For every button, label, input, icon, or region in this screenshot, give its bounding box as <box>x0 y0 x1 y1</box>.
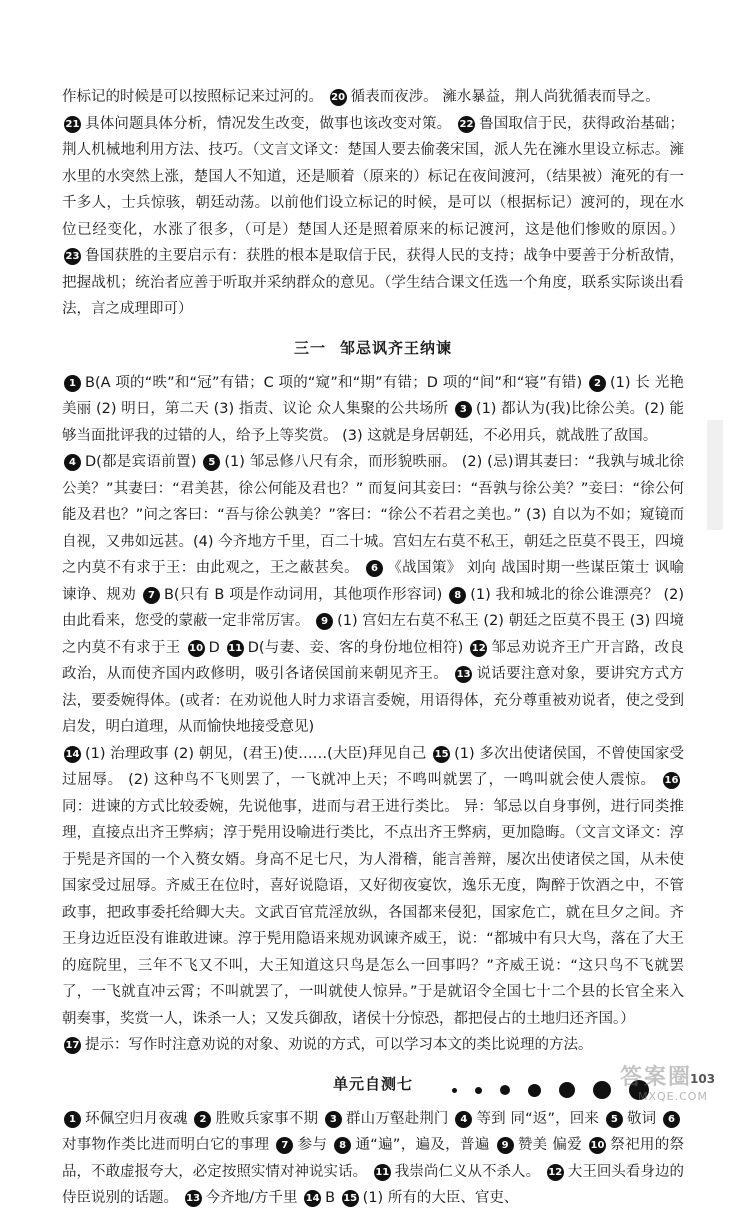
question-number-badge: 15 <box>342 1190 359 1207</box>
answer-text: 循表而夜涉。 澭水暴益，荆人尚犹循表而导之。 <box>350 89 660 105</box>
answer-text: 通“遍”，遍及，普遍 <box>355 1137 495 1153</box>
question-number-badge: 2 <box>194 1111 211 1128</box>
footer-dot <box>500 1085 510 1095</box>
question-number-badge: 8 <box>449 587 466 604</box>
footer-dot <box>475 1087 482 1094</box>
question-number-badge: 20 <box>330 89 347 106</box>
answer-text: 具体问题具体分析，情况发生改变，做事也该改变对策。 <box>85 115 456 132</box>
answer-paragraph <box>62 449 684 741</box>
question-number-badge: 23 <box>64 248 81 265</box>
answer-text: B(只有 B 项是作动词用，其他项作形容词) <box>163 586 448 603</box>
question-number-badge: 1 <box>64 375 81 392</box>
answer-text: 等到 同“返”，回来 <box>476 1110 604 1127</box>
answer-paragraph <box>62 741 684 1033</box>
question-number-badge: 13 <box>185 1190 202 1207</box>
answer-text: D(都是宾语前置) <box>85 454 202 470</box>
section-heading <box>62 337 684 358</box>
question-number-badge: 9 <box>316 613 333 630</box>
watermark <box>620 1060 750 1109</box>
answer-text: 参与 <box>297 1137 333 1153</box>
answer-text: 群山万壑赴荆门 <box>345 1110 454 1127</box>
question-number-badge: 12 <box>470 640 487 657</box>
question-number-badge: 22 <box>458 116 475 133</box>
answer-text: 我崇尚仁义从不杀人。 <box>394 1163 545 1180</box>
answer-paragraph <box>62 84 684 111</box>
answer-text: 今齐地/方千里 <box>205 1190 303 1206</box>
page-number: 103 <box>690 1072 716 1086</box>
page-content <box>62 84 684 1212</box>
question-number-badge: 7 <box>143 587 160 604</box>
answer-text: B(A 项的“昳”和“冠”有错；C 项的“窥”和“期”有错；D 项的“间”和“寝”有错) <box>85 374 587 391</box>
section-title: 邹忌讽齐王纳谏 <box>340 338 453 357</box>
question-number-badge: 1 <box>64 1111 81 1128</box>
answer-text: 祭祀用的祭品，不敢虚报夸大，必定按照实情对神说实话。 <box>62 1137 685 1180</box>
answer-text: B <box>325 1190 340 1206</box>
answer-text: 对事物作类比进而明白它的事理 <box>62 1137 275 1153</box>
watermark-logo-text: 答案圈 <box>620 1065 693 1090</box>
answer-text: 胜败兵家事不期 <box>215 1110 323 1127</box>
question-number-badge: 21 <box>64 116 81 133</box>
question-number-badge: 14 <box>304 1190 321 1207</box>
question-number-badge: 3 <box>455 401 472 418</box>
answer-text: 环佩空归月夜魂 <box>85 1110 193 1127</box>
answer-paragraph <box>62 370 684 450</box>
question-number-badge: 10 <box>589 1137 606 1154</box>
question-number-badge: 16 <box>663 772 680 789</box>
section-title: 单元自测七 <box>332 1074 413 1093</box>
question-number-badge: 12 <box>547 1164 564 1181</box>
question-number-badge: 2 <box>589 375 606 392</box>
question-number-badge: 10 <box>188 640 205 657</box>
side-decoration <box>705 420 725 530</box>
answer-text: 鲁国获胜的主要启示有：获胜的根本是取信于民，获得人民的支持；战争中要善于分析敌情，把握战机；统治者应善于听取并采纳群众的意见。（学生结合课文任选一个角度，联系实际谈出看法，言之成理即可） <box>62 248 684 317</box>
answer-text: (1) 邹忌修八尺有余，而形貌昳丽。 (2) (忌)谓其妻曰：“我孰与城北徐公美？”其妻曰：“君美甚，徐公何能及君也？” 而复问其妾曰：“吾孰与徐公美？”妾曰：“徐公何能及君也？”问之客曰：“吾与徐公孰美？”客曰：“徐公不若君之美也。” (3) 自以为不如；窥镜而自视，又弗如远甚。(4) 今齐地方千里，百二十城。宫妇左右莫不私王，朝廷之臣莫不畏王，四境之内莫不有求于王：由此观之，王之蔽甚矣。 <box>62 454 685 576</box>
section-number: 三一 <box>293 338 326 357</box>
answer-text: 赞美 偏爱 <box>517 1137 587 1153</box>
answer-text: (1) 治理政事 (2) 朝见，(君王)使……(大臣)拜见自己 <box>85 745 432 762</box>
question-number-badge: 4 <box>64 454 81 471</box>
answer-text: (1) 宫妇左右莫不私王 (2) 朝廷之臣莫不畏王 (3) 四境之内莫不有求于王 <box>62 613 684 656</box>
answer-text: (1) 长 光艳美丽 (2) 明日，第二天 (3) 指责、议论 众人集聚的公共场所 <box>62 374 684 417</box>
question-number-badge: 15 <box>433 746 450 763</box>
question-number-badge: 11 <box>227 640 244 657</box>
answer-text: (1) 所有的大臣、官吏、 <box>362 1190 519 1206</box>
answer-text: 提示：写作时注意劝说的对象、劝说的方式，可以学习本文的类比说理的方法。 <box>85 1037 593 1053</box>
answer-text: (1) 我和城北的徐公谁漂亮？ (2) 由此看来，您受的蒙蔽一定非常厉害。 <box>62 586 684 629</box>
question-number-badge: 14 <box>64 746 81 763</box>
footer-dot <box>528 1084 541 1097</box>
answer-text: 邹忌劝说齐王广开言路，改良政治，从而使齐国内政修明，吸引各诸侯国前来朝见齐王。 <box>62 639 684 682</box>
answer-paragraph <box>62 1032 684 1059</box>
question-number-badge: 4 <box>455 1111 472 1128</box>
answer-paragraph <box>62 111 684 323</box>
answer-text: D(与妻、妾、客的身份地位相符) <box>247 639 469 656</box>
answer-text: 鲁国取信于民，获得政治基础；荆人机械地利用方法、技巧。（文言文译文：楚国人要去偷袭宋国，派人先在澭水里设立标志。澭水里的水突然上涨，楚国人不知道，还是顺着（原来的）标记在夜间渡河，（结果被）淹死的有一千多人，士兵惊骇，朝廷动荡。以前他们设立标记的时候，是可以（根据标记）渡河的，现在水位已经变化，水涨了很多，（可是）楚国人还是照着原来的标记渡河，这是他们惨败的原因。） <box>62 115 685 238</box>
question-number-badge: 8 <box>334 1137 351 1154</box>
answer-text: 同：进谏的方式比较委婉，先说他事，进而与君王进行类比。 异：邹忌以自身事例，进行同类推理，直接点出齐王弊病；淳于髡用设喻进行类比，不点出齐王弊病，更加隐晦。（文言文译文：淳于髡是齐国的一个入赘女婿。身高不足七尺，为人滑稽，能言善辩，屡次出使诸侯之国，从未使国家受过屈辱。齐威王在位时，喜好说隐语，又好彻夜宴饮，逸乐无度，陶醉于饮酒之中，不管政事，把政事委托给卿大夫。文武百官荒淫放纵，各国都来侵犯，国家危亡，就在旦夕之间。齐王身边近臣没有谁敢进谏。淳于髡用隐语来规劝讽谏齐威王，说：“都城中有只大鸟，落在了大王的庭院里，三年不飞又不叫，大王知道这只鸟是怎么一回事吗？”齐威王说：“这只鸟不飞就罢了，一飞就直冲云霄；不叫就罢了，一叫就使人惊异。”于是就诏令全国七十二个县的长官全来入朝奏事，奖赏一人，诛杀一人；又发兵御敌，诸侯十分惊恐，都把侵占的土地归还齐国。） <box>62 798 684 1027</box>
answer-text: 大王回头看身边的侍臣说别的话题。 <box>62 1163 685 1206</box>
question-number-badge: 17 <box>64 1037 81 1054</box>
question-number-badge: 5 <box>606 1111 623 1128</box>
answer-text: (1) 都认为(我)比徐公美。(2) 能够当面批评我的过错的人，给予上等奖赏。 (3) 这就是身居朝廷，不必用兵，就战胜了敌国。 <box>62 401 684 444</box>
question-number-badge: 11 <box>374 1164 391 1181</box>
answer-paragraph <box>62 1106 684 1212</box>
question-number-badge: 9 <box>497 1137 514 1154</box>
footer-dot <box>559 1082 575 1098</box>
footer-dot <box>593 1081 611 1099</box>
answer-text: D <box>208 639 225 656</box>
answer-text: 作标记的时候是可以按照标记来过河的。 <box>62 89 328 105</box>
question-number-badge: 6 <box>366 560 383 577</box>
answer-text: 说话要注意对象，要讲究方式方法，要委婉得体。(或者：在劝说他人时力求语言委婉，用语得体，充分尊重被劝说者，使之受到启发，明白道理，从而愉快地接受意见) <box>62 666 685 735</box>
question-number-badge: 5 <box>203 454 220 471</box>
question-number-badge: 6 <box>663 1111 680 1128</box>
answer-text: 《战国策》 刘向 战国时期一些谋臣策士 讽喻 谏诤、规劝 <box>62 560 685 603</box>
question-number-badge: 7 <box>276 1137 293 1154</box>
footer-dot <box>452 1088 457 1093</box>
answer-text: 敬词 <box>626 1110 662 1127</box>
question-number-badge: 13 <box>455 666 472 683</box>
question-number-badge: 3 <box>325 1111 342 1128</box>
watermark-url: MXQE.COM <box>638 1090 708 1103</box>
answer-text: (1) 多次出使诸侯国，不曾使国家受过屈辱。 (2) 这种鸟不飞则罢了，一飞就冲上天；不鸣叫就罢了，一鸣叫就会使人震惊。 <box>62 745 684 788</box>
